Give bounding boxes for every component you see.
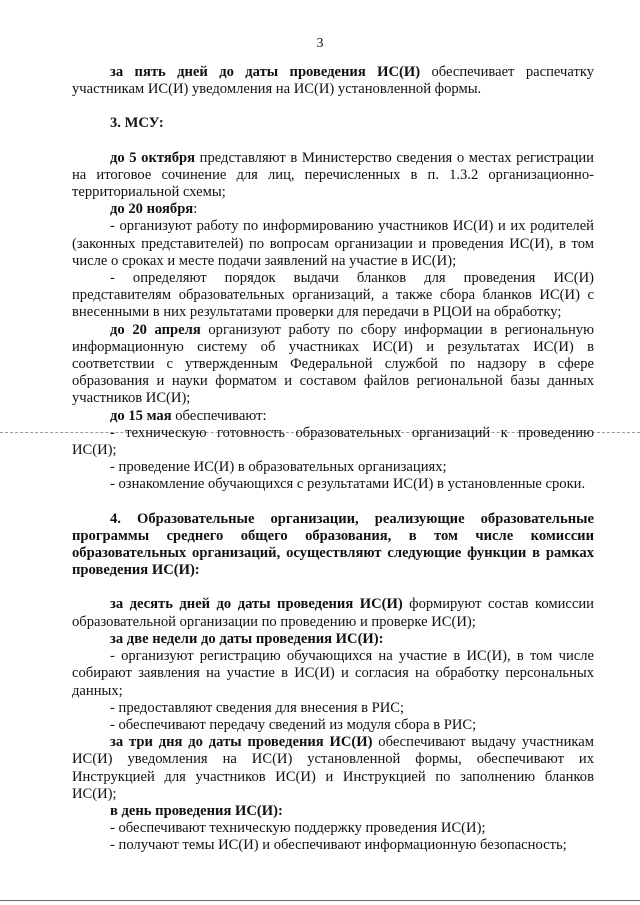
paragraph-three-days-before: за три дня до даты проведения ИС(И) обеспечивают выдачу участникам ИС(И) уведомления на ИС(И) установленной формы, обеспечивают их Инструкцией для участников ИС(И) и Инструкцией по заполнению бланков ИС(И); [72, 734, 594, 802]
list-item-conducting: - проведение ИС(И) в образовательных организациях; [110, 459, 447, 476]
paragraph-ten-days-before: за десять дней до даты проведения ИС(И) формируют состав комиссии образовательной организации по проведению и проверке ИС(И); [72, 596, 594, 630]
page-number: 3 [316, 36, 324, 51]
paragraph-deadline-apr20: до 20 апреля организуют работу по сбору информации в региональную информационную систему об участниках ИС(И) и результатах ИС(И) в соответствии с утвержденным Федеральной службой по надзору в сфере образования и науки форматом и составом файлов региональной базы данных участников ИС(И); [72, 321, 595, 407]
page-bottom-border [0, 900, 640, 901]
list-item-topics-security: - получают темы ИС(И) и обеспечивают информационную безопасность; [110, 837, 567, 854]
section-heading-msu: 3. МСУ: [110, 115, 164, 132]
paragraph-deadline-nov20: до 20 ноября: [110, 201, 198, 218]
list-item-registration: - организуют регистрацию обучающихся на участие в ИС(И), в том числе собирают заявления на участие в ИС(И) и согласия на обработку персональных данных; [72, 648, 594, 699]
list-item-results-review: - ознакомление обучающихся с результатами ИС(И) в установленные сроки. [110, 476, 586, 493]
paragraph-deadline-may15: до 15 мая обеспечивают: [110, 407, 267, 424]
paragraph-two-weeks-before: за две недели до даты проведения ИС(И): [110, 630, 384, 647]
list-item-informing: - организуют работу по информированию участников ИС(И) и их родителей (законных представителей) по вопросам организации и проведения ИС(И), в том числе о сроках и месте подачи заявлений на участие в ИС(И); [72, 218, 594, 269]
paragraph-exam-day: в день проведения ИС(И): [110, 802, 283, 819]
list-item-tech-support: - обеспечивают техническую поддержку проведения ИС(И); [110, 820, 486, 837]
list-item-blank-issuance: - определяют порядок выдачи бланков для проведения ИС(И) представителям образовательных организаций, а также сбора бланков ИС(И) с внесенными в них результатами проверки для передачи в РЦОИ на обработку; [72, 270, 594, 321]
list-item-technical-readiness: - техническую готовность образовательных организаций к проведению ИС(И); [72, 424, 594, 459]
section-heading-educational-orgs: 4. Образовательные организации, реализующие образовательные программы среднего общего образования, в том числе комиссии образовательных организаций, осуществляют следующие функции в рамках проведения ИС(И): [72, 510, 594, 579]
document-body [72, 64, 594, 855]
paragraph-print-notices: за пять дней до даты проведения ИС(И) обеспечивает распечатку участникам ИС(И) уведомления на ИС(И) установленной формы. [72, 64, 595, 98]
paragraph-deadline-oct5: до 5 октября представляют в Министерство сведения о местах регистрации на итоговое сочинение для лиц, перечисленных в п. 1.3.2 организационно-территориальной схемы; [72, 149, 594, 201]
list-item-ris-data: - предоставляют сведения для внесения в РИС; [110, 699, 405, 716]
list-item-data-transfer: - обеспечивают передачу сведений из модуля сбора в РИС; [110, 716, 477, 733]
